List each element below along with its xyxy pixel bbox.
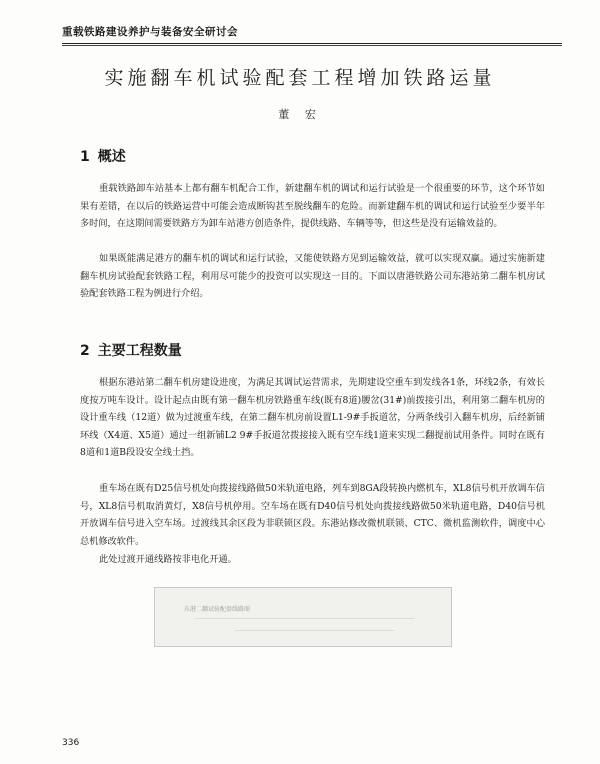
section-2-number: 2: [80, 343, 90, 359]
article-author: 董 宏: [278, 108, 322, 121]
section-2-title: 主要工程数量: [97, 343, 182, 359]
section-1-heading: [80, 146, 126, 166]
header-divider: [62, 45, 562, 46]
figure-track-line: [195, 618, 415, 619]
figure-caption: 东港二翻试验配套线路图: [184, 606, 251, 613]
journal-header: 重载铁路建设养护与装备安全研讨会: [62, 24, 562, 44]
section-2-paragraph-3: 此处过渡开通线路按非电化开通。: [99, 554, 237, 565]
section-2-heading: [80, 340, 182, 360]
track-layout-figure: [154, 587, 452, 647]
section-1-paragraph-1: 重载铁路卸车站基本上都有翻车机配合工作，新建翻车机的调试和运行试验是一个很重要的环节，这个环节如果有差错，在以后的铁路运营中可能会造成断钩甚至脱线翻车的危险。而新建翻车机的调试和运行试验至少要半年多时间，在这期间需要铁路方为卸车站港方创造条件，提供线路、车辆等等，但这些是没有运输效益的。: [80, 183, 545, 229]
figure-track-line: [235, 630, 395, 631]
section-2-paragraph-2: 重车场在既有D25信号机处向拨接线路做50米轨道电路，列车到8GA段转换内燃机车，XL8信号机开放调车信号，XL8信号机取消黄灯，X8信号机停用。空车场在既有D40信号机处向拨接线路做50米轨道电路，D40信号机开放调车信号进入空车场。过渡线其余区段为非联锁区段。东港站修改微机联锁、CTC、微机监测软件，调度中心总机修改软件。: [80, 483, 545, 547]
article-title: 实施翻车机试验配套工程增加铁路运量: [104, 67, 496, 89]
section-1-number: 1: [80, 149, 90, 165]
section-1-paragraph-2: 如果既能满足港方的翻车机的调试和运行试验，又能使铁路方见到运输效益，就可以实现双赢。通过实施新建翻车机房试验配套铁路工程，利用尽可能少的投资可以实现这一目的。下面以唐港铁路公司东港站第二翻车机房试验配套铁路工程为例进行介绍。: [80, 253, 545, 299]
section-2-paragraph-1: 根据东港站第二翻车机房建设进度，为满足其调试运营需求，先期建设空重车到发线各1条，环线2条，有效长度按万吨车设计。设计起点由既有第一翻车机房铁路重车线(既有8道)腰岔(31#)前拨接引出，利用第二翻车机房的设计重车线（12道）做为过渡重车线，在第二翻车机房前设置L1-9#手扳道岔，分两条线引入翻车机房，后经新铺环线（X4道、X5道）通过一组新铺L2 9#手扳道岔拨接接入既有空车线1道来实现二翻提前试用条件。同时在既有8道和1道B段设安全线土挡。: [80, 377, 545, 458]
page-number: 336: [62, 738, 80, 748]
section-1-title: 概述: [97, 149, 126, 165]
